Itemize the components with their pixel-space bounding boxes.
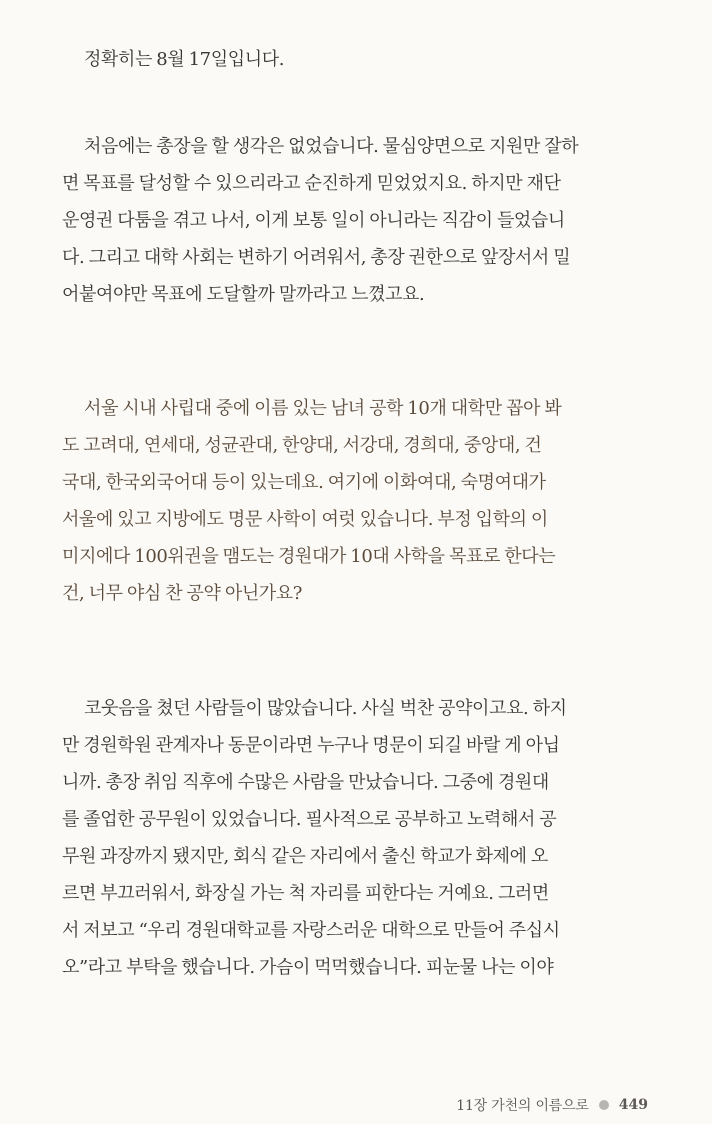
paragraph-decision — [62, 128, 652, 313]
text-line: 코웃음을 쳤던 사람들이 많았습니다. 사실 벅찬 공약이고요. 하지 — [84, 698, 567, 719]
text-line: 무원 과장까지 됐지만, 회식 같은 자리에서 출신 학교가 화제에 오 — [62, 846, 548, 867]
text-line: 정확히는 8월 17일입니다. — [84, 49, 285, 70]
bullet-dot-icon — [599, 1100, 609, 1110]
text-line: 만 경원학원 관계자나 동문이라면 누구나 명문이 되길 바랄 게 아닙 — [62, 735, 560, 756]
page-number: 449 — [618, 1097, 648, 1113]
paragraph-answer — [62, 690, 652, 986]
paragraph-question — [62, 390, 652, 612]
page-footer — [456, 1093, 648, 1117]
paragraph-date — [62, 41, 652, 78]
text-line: 를 졸업한 공무원이 있었습니다. 필사적으로 공부하고 노력해서 공 — [62, 809, 557, 830]
text-line: 국대, 한국외국어대 등이 있는데요. 여기에 이화여대, 숙명여대가 — [62, 472, 546, 493]
text-line: 오”라고 부탁을 했습니다. 가슴이 먹먹했습니다. 피눈물 나는 이야 — [62, 957, 554, 978]
chapter-title: 11장 가천의 이름으로 — [456, 1098, 589, 1114]
text-line: 도 고려대, 연세대, 성균관대, 한양대, 서강대, 경희대, 중앙대, 건 — [62, 435, 542, 456]
text-line: 서울 시내 사립대 중에 이름 있는 남녀 공학 10개 대학만 꼽아 봐 — [84, 398, 562, 419]
text-line: 건, 너무 야심 찬 공약 아닌가요? — [62, 583, 303, 604]
text-line: 서 저보고 “우리 경원대학교를 자랑스러운 대학으로 만들어 주십시 — [62, 920, 560, 941]
text-line: 니까. 총장 취임 직후에 수많은 사람을 만났습니다. 그중에 경원대 — [62, 772, 549, 793]
text-line: 면 목표를 달성할 수 있으리라고 순진하게 믿었었지요. 하지만 재단 — [62, 173, 561, 194]
text-line: 운영권 다툼을 겪고 나서, 이게 보통 일이 아니라는 직감이 들었습니 — [62, 210, 565, 231]
text-line: 처음에는 총장을 할 생각은 없었습니다. 물심양면으로 지원만 잘하 — [84, 136, 579, 157]
text-line: 다. 그리고 대학 사회는 변하기 어려워서, 총장 권한으로 앞장서서 밀 — [62, 247, 571, 268]
text-line: 르면 부끄러워서, 화장실 가는 척 자리를 피한다는 거예요. 그러면 — [62, 883, 549, 904]
text-line: 미지에다 100위권을 맴도는 경원대가 10대 사학을 목표로 한다는 — [62, 546, 556, 567]
text-line: 서울에 있고 지방에도 명문 사학이 여럿 있습니다. 부정 입학의 이 — [62, 509, 548, 530]
text-line: 어붙여야만 목표에 도달할까 말까라고 느꼈고요. — [62, 284, 425, 305]
